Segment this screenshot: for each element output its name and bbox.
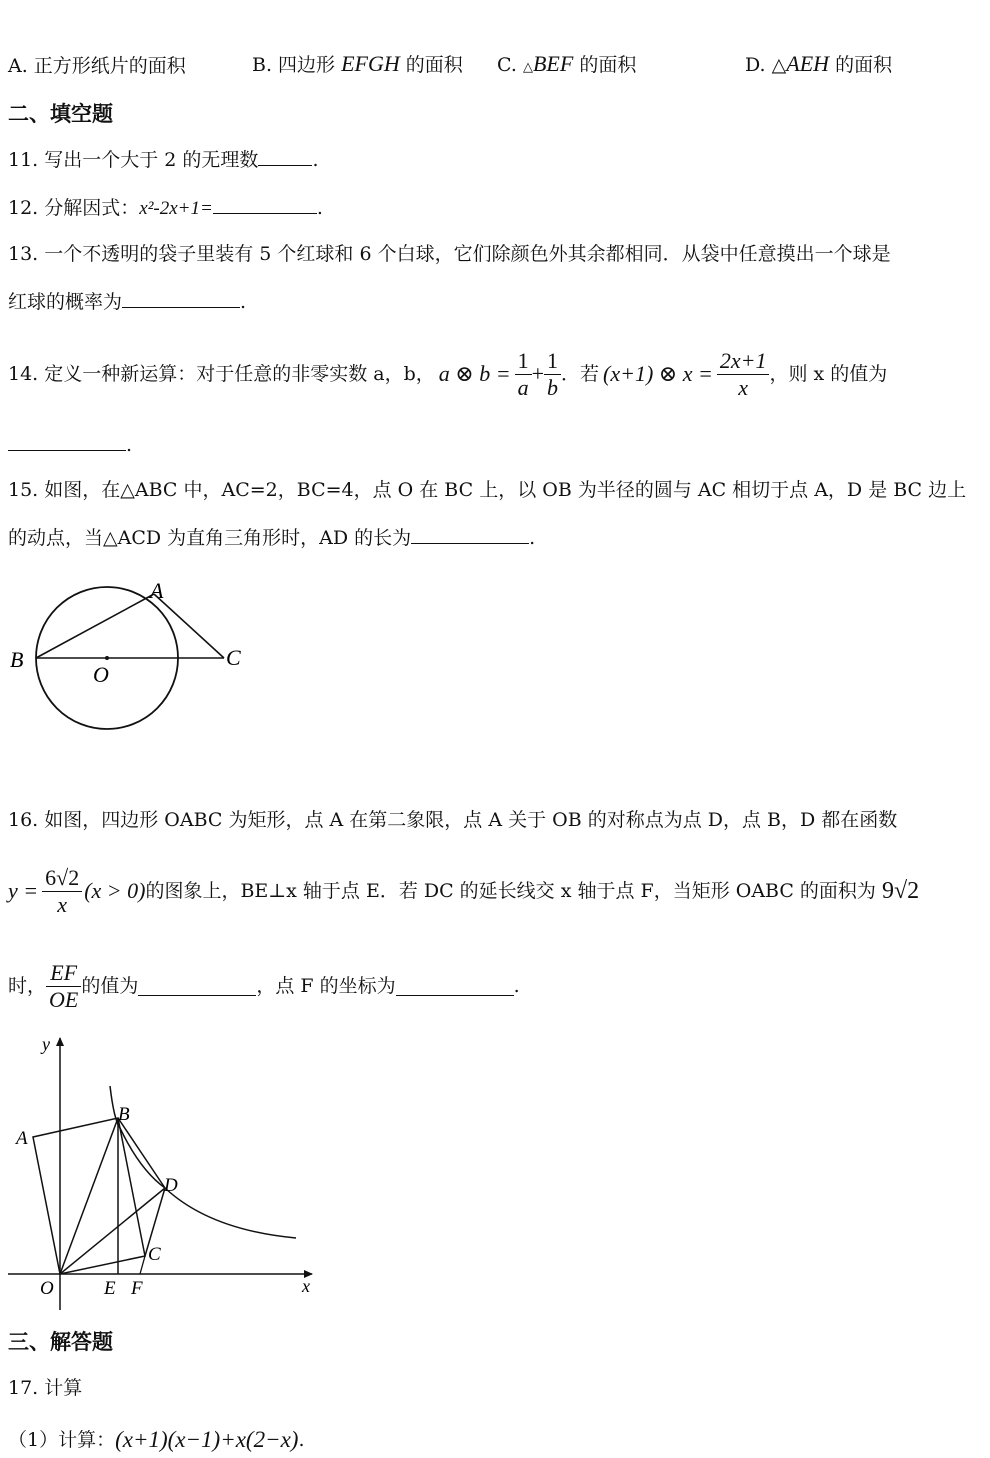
part-1-expression: (x+1)(x−1)+x(2−x) bbox=[115, 1427, 299, 1452]
period: . bbox=[529, 527, 536, 549]
question-11 bbox=[8, 147, 318, 172]
question-16-prefix: 时， bbox=[8, 975, 47, 997]
function-domain: (x > 0) bbox=[84, 878, 146, 903]
label-o: O bbox=[40, 1278, 54, 1299]
section-title: 三、解答题 bbox=[8, 1330, 113, 1354]
option-b-prefix: B. 四边形 bbox=[252, 54, 336, 76]
question-14 bbox=[8, 344, 887, 404]
operation-lhs: a ⊗ b = bbox=[438, 361, 511, 386]
question-13-line1: 13. 一个不透明的袋子里装有 5 个红球和 6 个白球，它们除颜色外其余都相同．从袋中任意摸出一个球是 bbox=[8, 243, 891, 265]
question-15-line2 bbox=[8, 525, 535, 550]
question-12-text: 12. 分解因式： bbox=[8, 197, 140, 219]
label-d: D bbox=[164, 1175, 178, 1196]
triangle-symbol: △ bbox=[522, 60, 533, 75]
fraction-ef-over-oe: $\frac{EF}{OE}$ bbox=[46, 960, 81, 1013]
label-b: B bbox=[118, 1104, 130, 1125]
label-b: B bbox=[10, 647, 24, 672]
answer-blank[interactable] bbox=[138, 977, 256, 996]
segment-ac bbox=[154, 594, 224, 658]
question-16-text: 的图象上，BE⊥x 轴于点 E．若 DC 的延长线交 x 轴于点 F，当矩形 OABC 的面积为 bbox=[145, 880, 876, 902]
question-16-mid2: ，点 F 的坐标为 bbox=[256, 975, 396, 997]
option-c-suffix: 的面积 bbox=[579, 54, 637, 76]
option-d-var: AEH bbox=[786, 51, 830, 76]
option-b-suffix: 的面积 bbox=[405, 54, 463, 76]
rectangle-hyperbola-figure bbox=[0, 1030, 330, 1315]
question-16-line1: 16. 如图，四边形 OABC 为矩形，点 A 在第二象限，点 A 关于 OB 的对称点为点 D，点 B，D 都在函数 bbox=[8, 809, 898, 831]
area-value: 9√2 bbox=[881, 878, 920, 904]
part-1-prefix: （1）计算： bbox=[8, 1429, 116, 1451]
fraction-2x-plus-1-over-x: $\frac{2x+1}{x}$ bbox=[717, 348, 770, 401]
question-16-line3 bbox=[8, 955, 520, 1017]
triangle-symbol: △ bbox=[771, 54, 787, 76]
option-c-prefix: C. bbox=[497, 54, 517, 76]
question-17-part1 bbox=[8, 1428, 305, 1452]
option-b bbox=[252, 52, 463, 77]
option-d-prefix: D. bbox=[745, 54, 766, 76]
segment-ba bbox=[36, 594, 154, 658]
answer-blank[interactable] bbox=[396, 977, 514, 996]
equation-lhs: (x+1) ⊗ x = bbox=[603, 361, 713, 386]
question-15-line1: 15. 如图，在△ABC 中，AC=2，BC=4，点 O 在 BC 上，以 OB 为半径的圆与 AC 相切于点 A，D 是 BC 边上 bbox=[8, 479, 967, 501]
label-c: C bbox=[148, 1244, 161, 1265]
label-e: E bbox=[104, 1278, 116, 1299]
hyperbola-curve bbox=[110, 1086, 296, 1238]
option-d bbox=[745, 52, 892, 77]
period: . bbox=[240, 291, 247, 313]
center-point bbox=[105, 656, 109, 660]
question-13-line2 bbox=[8, 289, 246, 314]
question-14-suffix: ，则 x 的值为 bbox=[769, 363, 888, 385]
answer-blank[interactable] bbox=[8, 432, 126, 451]
option-c-var: BEF bbox=[532, 51, 574, 76]
function-lhs: y = bbox=[8, 878, 39, 903]
question-17-title: 17. 计算 bbox=[8, 1377, 83, 1399]
plus-sign: + bbox=[531, 361, 544, 386]
fraction-1-over-a: $\frac{1}{a}$ bbox=[515, 348, 532, 401]
option-d-suffix: 的面积 bbox=[835, 54, 893, 76]
fraction-6root2-over-x: $\frac{6√2}{x}$ bbox=[42, 865, 82, 918]
fraction-1-over-b: $\frac{1}{b}$ bbox=[544, 348, 561, 401]
period: . bbox=[513, 975, 520, 997]
period: . bbox=[312, 149, 319, 171]
question-15-text: 的动点，当△ACD 为直角三角形时，AD 的长为 bbox=[8, 527, 412, 549]
answer-blank[interactable] bbox=[122, 289, 240, 308]
period: . bbox=[316, 197, 323, 219]
option-a-text: A. 正方形纸片的面积 bbox=[8, 55, 186, 77]
label-o: O bbox=[93, 662, 109, 687]
option-a bbox=[8, 54, 186, 78]
option-b-var: EFGH bbox=[341, 51, 400, 76]
label-c: C bbox=[226, 645, 241, 670]
period: . bbox=[126, 434, 133, 456]
section-title: 二、填空题 bbox=[8, 102, 113, 126]
question-13-text: 红球的概率为 bbox=[8, 291, 123, 313]
label-a: A bbox=[16, 1128, 28, 1149]
label-f: F bbox=[131, 1278, 143, 1299]
question-14-answer bbox=[8, 432, 132, 457]
question-16-mid: 的值为 bbox=[81, 975, 139, 997]
label-a: A bbox=[150, 578, 164, 603]
question-12-expr: x²-2x+1= bbox=[139, 198, 213, 219]
answer-blank[interactable] bbox=[213, 195, 317, 214]
segment-cf bbox=[140, 1256, 145, 1274]
answer-blank[interactable] bbox=[258, 147, 312, 166]
circle-triangle-figure bbox=[0, 570, 260, 740]
question-14-text: 14. 定义一种新运算：对于任意的非零实数 a，b， bbox=[8, 363, 435, 385]
question-12 bbox=[8, 195, 323, 221]
label-x: x bbox=[302, 1276, 310, 1296]
label-y: y bbox=[42, 1034, 50, 1054]
question-11-text: 11. 写出一个大于 2 的无理数 bbox=[8, 149, 259, 171]
answer-blank[interactable] bbox=[411, 525, 529, 544]
question-14-mid: ．若 bbox=[561, 363, 600, 385]
option-c bbox=[497, 52, 636, 80]
period: . bbox=[298, 1429, 305, 1451]
question-16-line2 bbox=[8, 860, 919, 922]
